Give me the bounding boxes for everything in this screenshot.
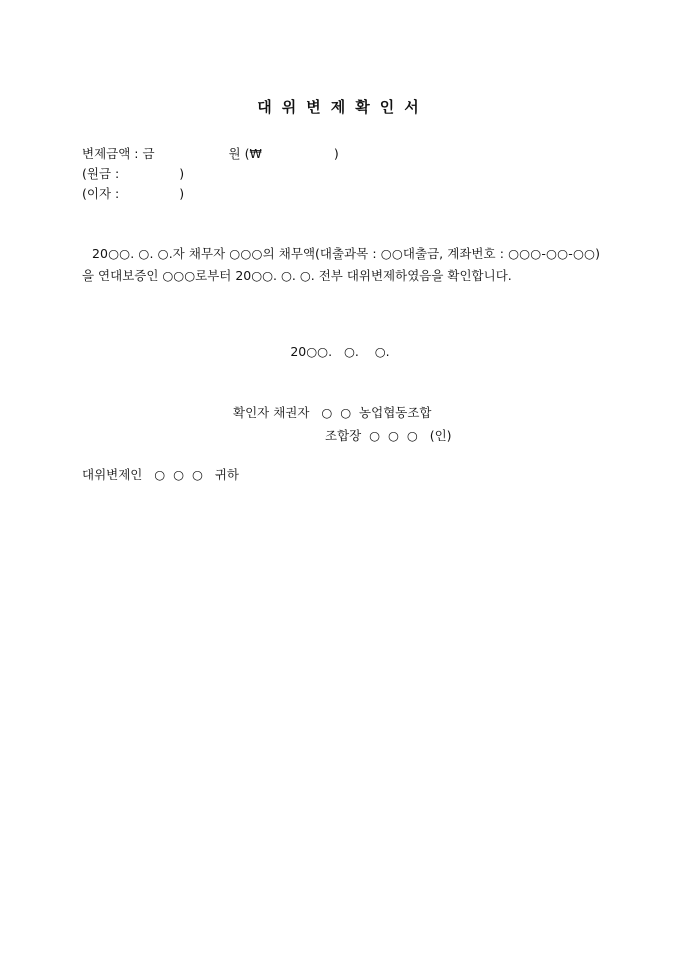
interest-line	[82, 185, 184, 203]
recipient-line: 대위변제인 ○ ○ ○ 귀하	[82, 467, 239, 482]
amount-unit: 원 (₩	[228, 146, 262, 161]
principal-line	[82, 165, 184, 183]
confirmation-body: 20○○. ○. ○.자 채무자 ○○○의 채무액(대출과목 : ○○대출금, 계좌번호 : ○○○-○○-○○)을 연대보증인 ○○○로부터 20○○. ○. ○. 전부 대위변제하였음을 확인합니다.	[82, 246, 600, 283]
interest-close: )	[179, 186, 185, 201]
document-date: 20○○. ○. ○.	[290, 344, 390, 359]
document-title: 대위변제확인서	[257, 98, 429, 116]
principal-close: )	[179, 166, 185, 181]
principal-label: (원금 :	[82, 166, 120, 181]
amount-label: 변제금액 : 금	[82, 146, 155, 161]
chief-signature-line: 조합장 ○ ○ ○ (인)	[325, 428, 452, 443]
amount-close: )	[333, 146, 339, 161]
interest-label: (이자 :	[82, 186, 120, 201]
repayment-amount-line	[82, 145, 339, 163]
confirmer-line: 확인자 채권자 ○ ○ 농업협동조합	[233, 405, 432, 420]
